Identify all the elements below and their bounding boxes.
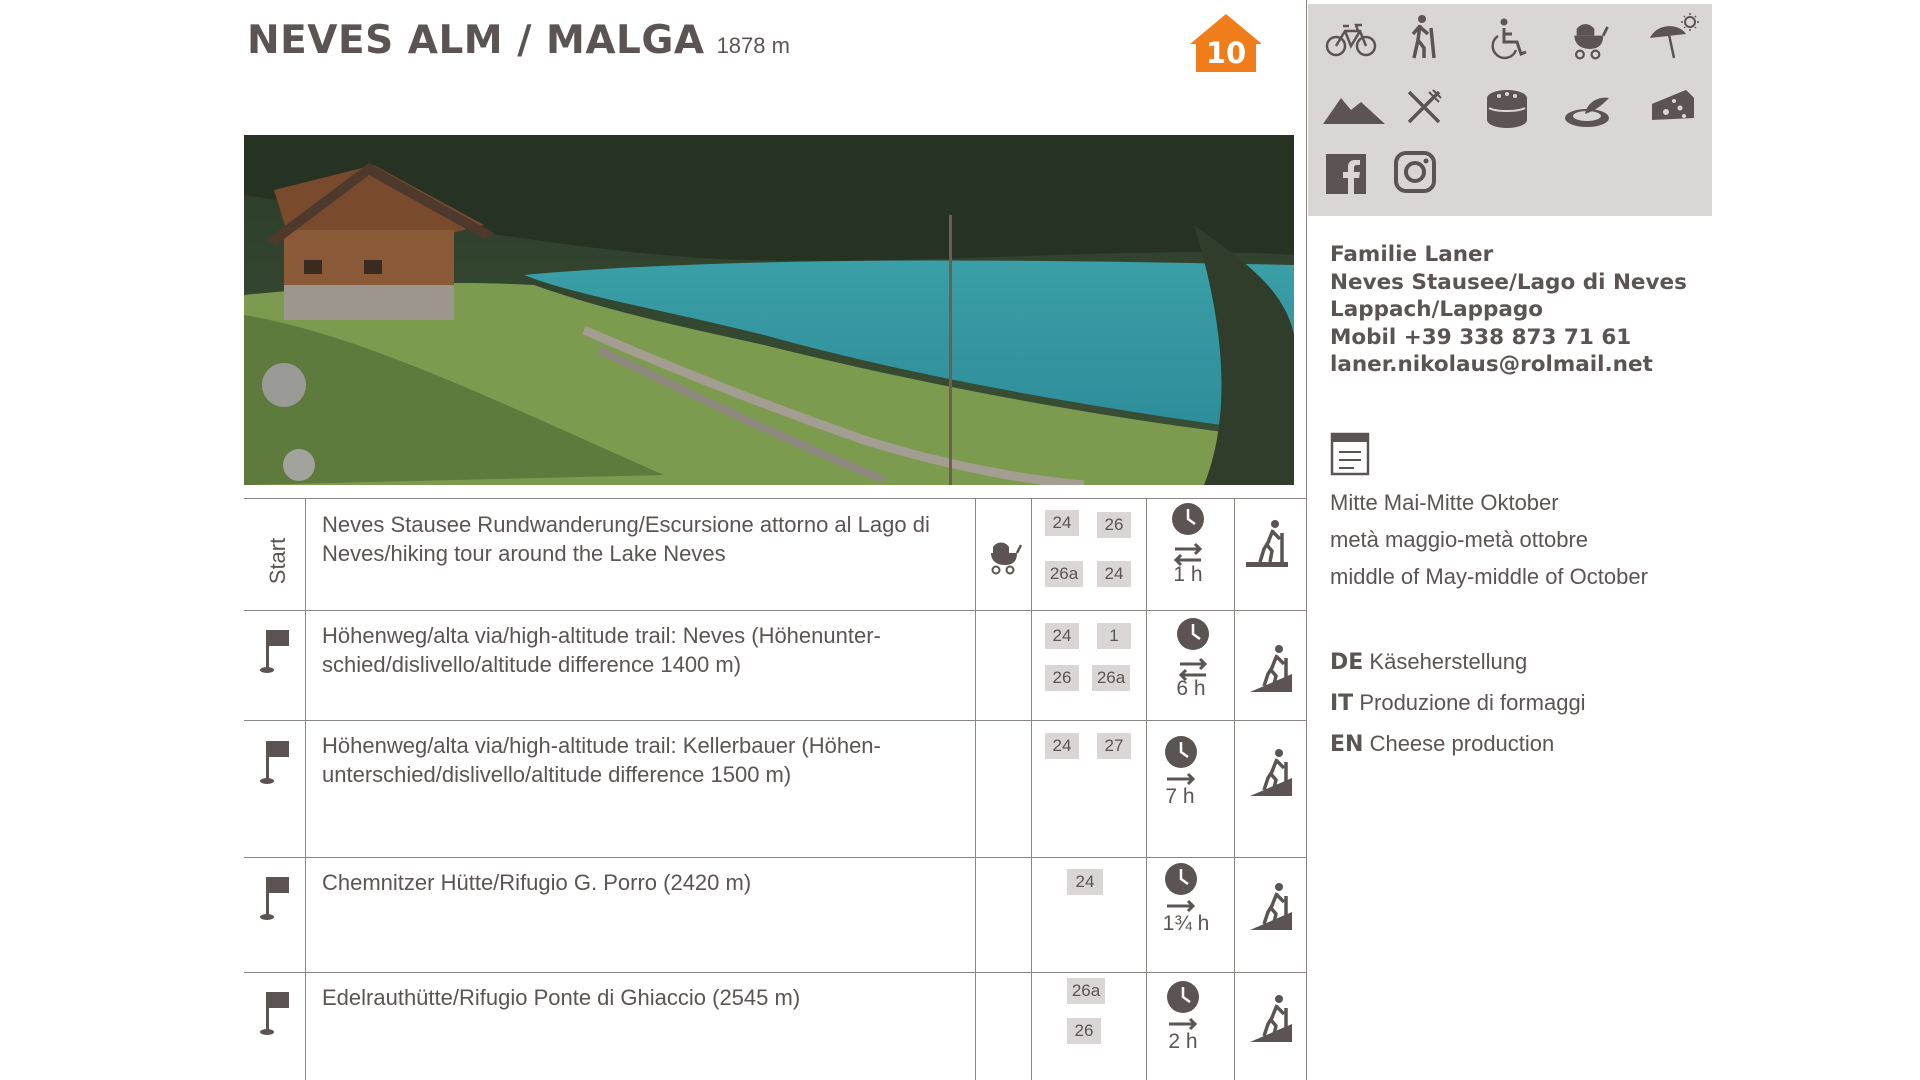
one-way-clock-icon [1163, 862, 1199, 912]
mountains-icon [1323, 94, 1385, 126]
flag-icon [259, 628, 291, 674]
product-text: Produzione di formaggi [1359, 690, 1586, 715]
wheelchair-icon [1490, 18, 1530, 60]
season-de: Mitte Mai-Mitte Oktober [1330, 490, 1559, 515]
page-title [247, 18, 790, 63]
contact-email[interactable]: laner.nikolaus@rolmail.net [1330, 352, 1653, 377]
product-item [1330, 642, 1586, 683]
plate-icon [1563, 90, 1615, 130]
contact-block [1330, 241, 1687, 379]
table-column-divider [1031, 498, 1032, 1080]
product-lang: EN [1330, 732, 1364, 757]
product-item [1330, 683, 1586, 724]
badge-number: 10 [1205, 36, 1247, 70]
hut-number-badge [1190, 14, 1262, 74]
sun-umbrella-icon [1648, 12, 1700, 60]
hut-altitude: 1878 m [716, 33, 790, 58]
cake-icon [1484, 86, 1530, 130]
landscape-photo [244, 135, 1294, 485]
trail-number: 24 [1045, 733, 1079, 759]
facebook-icon[interactable] [1326, 154, 1366, 194]
flag-icon [259, 990, 291, 1036]
route-description: Höhenweg/alta via/high-altitude trail: Neves (Höhenunter-schied/dislivello/altitude difference 1400 m) [322, 623, 881, 677]
trail-number: 24 [1067, 869, 1103, 895]
walking-time: 2 h [1168, 1030, 1198, 1053]
route-description: Edelrauthütte/Rifugio Ponte di Ghiaccio (2545 m) [322, 985, 801, 1010]
start-label: Start [265, 537, 290, 585]
trail-number: 26 [1097, 512, 1131, 538]
uphill-hiker-icon [1248, 994, 1294, 1044]
stroller-icon [1570, 18, 1612, 60]
uphill-hiker-icon [1248, 882, 1294, 932]
table-column-divider [975, 498, 976, 1080]
calendar-icon [1330, 432, 1370, 476]
opening-season [1330, 484, 1648, 595]
uphill-hiker-icon [1248, 748, 1294, 798]
route-description: Chemnitzer Hütte/Rifugio G. Porro (2420 m) [322, 870, 752, 895]
start-marker [256, 530, 296, 590]
photo-lake-alpine-hut [244, 135, 1294, 485]
season-it: metà maggio-metà ottobre [1330, 527, 1589, 552]
product-text: Käseherstellung [1369, 649, 1528, 674]
contact-location: Lappach/Lappago [1330, 297, 1544, 322]
hut-name: NEVES ALM / MALGA [247, 18, 705, 63]
trail-number: 1 [1097, 623, 1131, 649]
trail-number: 26 [1067, 1018, 1101, 1044]
hiker-icon [1407, 14, 1441, 60]
walking-time: 1¾ h [1162, 912, 1210, 935]
product-lang: IT [1330, 691, 1354, 716]
one-way-clock-icon [1163, 735, 1199, 785]
trail-number: 24 [1045, 510, 1079, 536]
contact-address: Neves Stausee/Lago di Neves [1330, 269, 1687, 295]
season-en: middle of May-middle of October [1330, 564, 1648, 589]
flag-icon [259, 875, 291, 921]
trail-number: 24 [1097, 561, 1131, 587]
trail-number: 24 [1045, 623, 1079, 649]
instagram-icon[interactable] [1393, 150, 1437, 194]
products-list [1330, 642, 1586, 765]
product-lang: DE [1330, 650, 1364, 675]
trail-number: 27 [1097, 733, 1131, 759]
product-text: Cheese production [1369, 731, 1555, 756]
contact-phone[interactable]: Mobil +39 338 873 71 61 [1330, 324, 1632, 350]
sidebar-divider [1306, 0, 1307, 1080]
table-column-divider [1146, 498, 1147, 1080]
table-column-divider [1234, 498, 1235, 1080]
round-trip-clock-icon [1170, 502, 1206, 570]
walking-time: 6 h [1176, 677, 1206, 700]
walking-time: 1 h [1173, 563, 1203, 586]
trail-number: 26a [1067, 978, 1105, 1004]
stroller-icon [987, 537, 1025, 575]
one-way-clock-icon [1165, 980, 1201, 1030]
trail-number: 26a [1045, 561, 1083, 587]
route-description: Neves Stausee Rundwanderung/Escursione attorno al Lago di Neves/hiking tour around the Lake Neves [322, 512, 930, 566]
walking-time: 7 h [1165, 785, 1195, 808]
flag-icon [259, 739, 291, 785]
route-description: Höhenweg/alta via/high-altitude trail: Kellerbauer (Höhen-unterschied/dislivello/altitude difference 1500 m) [322, 733, 881, 787]
cutlery-icon [1405, 88, 1443, 126]
cheese-icon [1650, 86, 1696, 124]
trail-number: 26 [1045, 665, 1079, 691]
uphill-hiker-icon [1248, 644, 1294, 694]
product-item [1330, 724, 1586, 765]
round-trip-clock-icon [1175, 617, 1211, 685]
contact-name: Familie Laner [1330, 242, 1494, 267]
bicycle-icon [1325, 22, 1377, 58]
trail-number: 26a [1092, 665, 1130, 691]
hiker-icon [1244, 519, 1290, 569]
table-column-divider [305, 498, 306, 1080]
